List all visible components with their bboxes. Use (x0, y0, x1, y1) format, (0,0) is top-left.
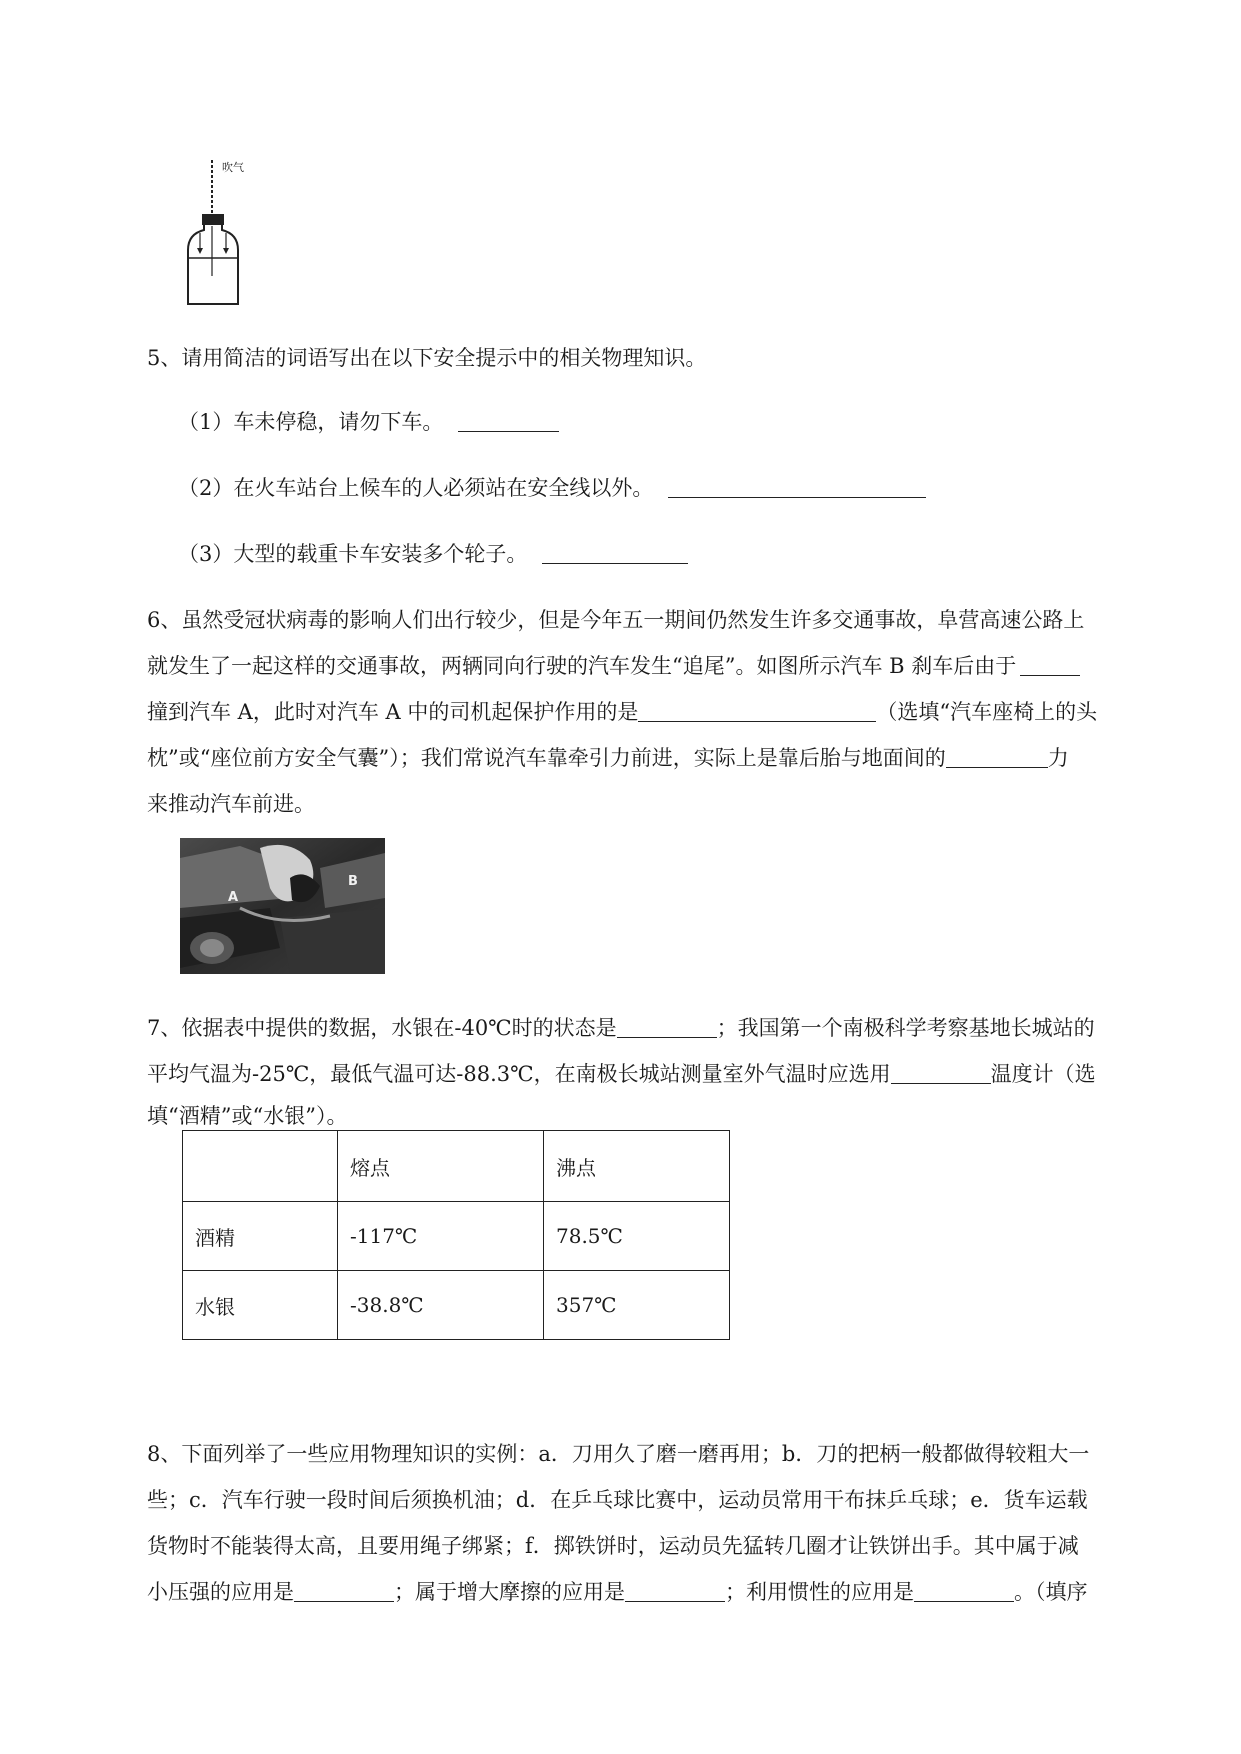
answer-blank[interactable] (638, 699, 876, 722)
car-label-a: A (228, 890, 239, 905)
q5-stem: 5、请用简洁的词语写出在以下安全提示中的相关物理知识。 (147, 346, 707, 370)
q8-line-4: 小压强的应用是 ；属于增大摩擦的应用是 ；利用惯性的应用是 。（填序 (147, 1580, 1088, 1604)
answer-blank[interactable] (625, 1579, 725, 1602)
table-header-cell: 沸点 (544, 1131, 730, 1202)
answer-blank[interactable] (542, 541, 688, 564)
q7-line-3: 填“酒精”或“水银”）。 (147, 1104, 348, 1128)
q7-line-1: 7、依据表中提供的数据，水银在-40℃时的状态是 ；我国第一个南极科学考察基地长城站的 (147, 1016, 1095, 1040)
answer-blank[interactable] (294, 1579, 394, 1602)
table-row (183, 1271, 730, 1340)
q7-line-2: 平均气温为-25℃，最低气温可达-88.3℃，在南极长城站测量室外气温时应选用 温度计（选 (147, 1062, 1096, 1086)
q6-line-4: 枕”或“座位前方安全气囊”）；我们常说汽车靠牵引力前进，实际上是靠后胎与地面间的 力 (147, 746, 1069, 770)
table-header-cell: 熔点 (338, 1131, 544, 1202)
q5-item-3: （3）大型的载重卡车安装多个轮子。 (178, 540, 688, 568)
answer-blank[interactable] (891, 1061, 991, 1084)
answer-blank[interactable] (1020, 653, 1080, 676)
q8-line-1: 8、下面列举了一些应用物理知识的实例：a．刀用久了磨一磨再用；b．刀的把柄一般都做得较粗大一 (147, 1442, 1090, 1466)
melting-boiling-table (182, 1130, 730, 1340)
q6-line-1: 6、虽然受冠状病毒的影响人们出行较少，但是今年五一期间仍然发生许多交通事故，阜营高速公路上 (147, 608, 1085, 632)
bottle-figure (180, 158, 270, 306)
q6-line-2: 就发生了一起这样的交通事故，两辆同向行驶的汽车发生“追尾”。如图所示汽车 B 刹车后由于 (147, 652, 1080, 680)
car-crash-image (180, 838, 385, 974)
table-row (183, 1202, 730, 1271)
answer-blank[interactable] (617, 1015, 717, 1038)
answer-blank[interactable] (458, 409, 559, 432)
table-cell: 酒精 (183, 1202, 338, 1271)
table-header-cell (183, 1131, 338, 1202)
table-cell: 水银 (183, 1271, 338, 1340)
table-cell: -117℃ (338, 1202, 544, 1271)
q8-line-2: 些；c．汽车行驶一段时间后须换机油；d．在乒乓球比赛中，运动员常用干布抹乒乓球；e．货车运载 (147, 1488, 1088, 1512)
table-header-row (183, 1131, 730, 1202)
answer-blank[interactable] (668, 475, 926, 498)
q8-line-3: 货物时不能装得太高，且要用绳子绑紧；f．掷铁饼时，运动员先猛转几圈才让铁饼出手。其中属于减 (147, 1534, 1079, 1558)
car-crash-photo (180, 838, 385, 974)
table-cell: 357℃ (544, 1271, 730, 1340)
gas-label: 吹气 (222, 161, 244, 174)
q5-item-1: （1）车未停稳，请勿下车。 (178, 408, 559, 436)
car-label-b: B (348, 874, 358, 889)
table-cell: 78.5℃ (544, 1202, 730, 1271)
answer-blank[interactable] (914, 1579, 1014, 1602)
bottle-drawing (180, 158, 270, 306)
q5-item-2: （2）在火车站台上候车的人必须站在安全线以外。 (178, 474, 926, 502)
q6-line-3: 撞到汽车 A，此时对汽车 A 中的司机起保护作用的是 （选填“汽车座椅上的头 (147, 700, 1098, 724)
answer-blank[interactable] (946, 745, 1048, 768)
table-cell: -38.8℃ (338, 1271, 544, 1340)
q6-line-5: 来推动汽车前进。 (147, 792, 315, 816)
